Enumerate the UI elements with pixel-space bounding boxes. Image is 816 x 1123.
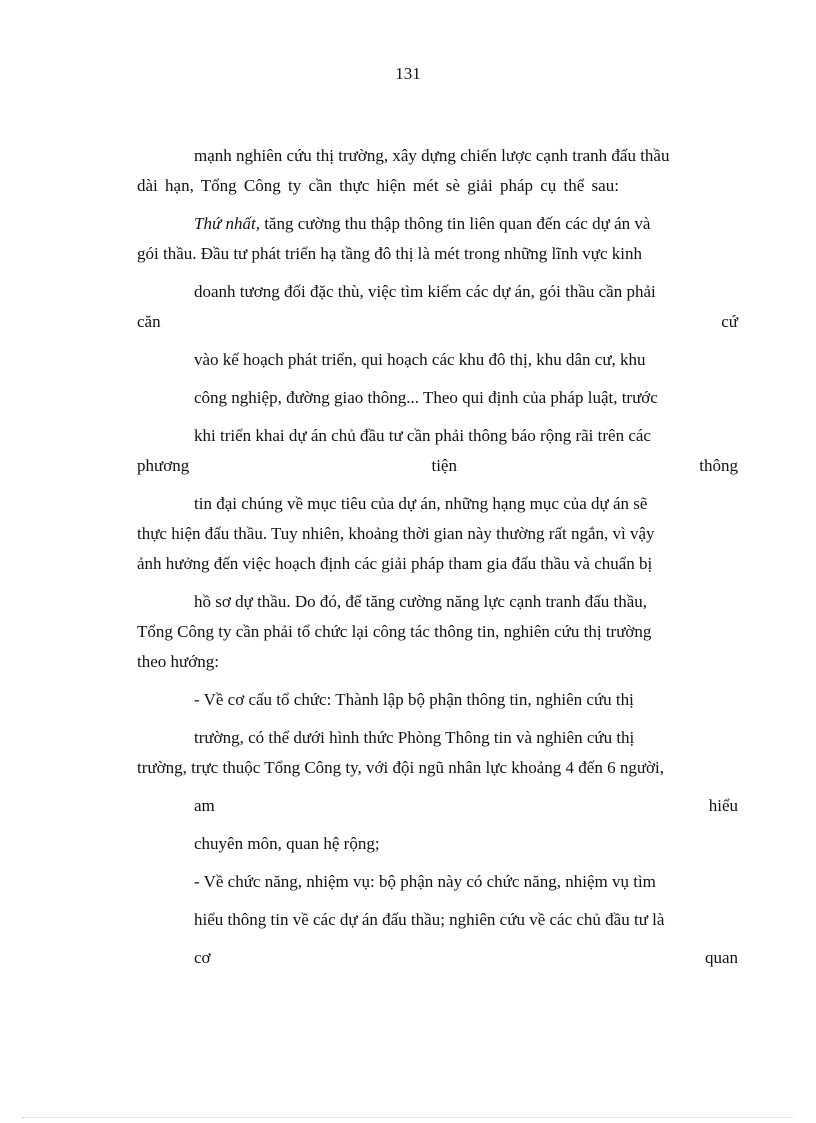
text-line-23-content: hiểu thông tin về các dự án đấu thầu; nghiên cứu về các chủ đầu tư là (194, 910, 665, 929)
text-line-2 (137, 176, 738, 196)
text-line-2-content: dài hạn, Tổng Công ty cần thực hiện mét sè giải pháp cụ thể sau: (137, 176, 619, 195)
text-line-10-word-a: phương (137, 456, 190, 475)
text-line-16 (137, 652, 219, 672)
text-line-10-word-b: tiện (431, 456, 457, 475)
text-line-7-content: vào kế hoạch phát triển, qui hoạch các khu đô thị, khu dân cư, khu (194, 350, 646, 369)
text-line-3-content: tăng cường thu thập thông tin liên quan đến các dự án và (259, 214, 651, 233)
text-line-7 (194, 350, 646, 370)
text-line-14 (194, 592, 647, 612)
text-line-24-word-a: cơ (194, 948, 211, 967)
text-line-1 (194, 146, 738, 166)
text-line-24 (194, 948, 738, 968)
text-line-23 (194, 910, 664, 930)
text-line-21-content: chuyên môn, quan hệ rộng; (194, 834, 380, 853)
text-line-18-content: trường, có thể dưới hình thức Phòng Thông tin và nghiên cứu thị (194, 728, 635, 747)
text-line-6-word-a: căn (137, 312, 161, 331)
text-line-3-italic: Thứ nhất, (194, 214, 260, 233)
page-number: 131 (395, 64, 421, 83)
text-line-11 (194, 494, 647, 514)
text-line-10 (137, 456, 738, 476)
text-line-20 (194, 796, 738, 816)
text-line-15-content: Tổng Công ty cần phải tổ chức lại công tác thông tin, nghiên cứu thị trường (137, 622, 652, 641)
text-line-17-content: - Về cơ cấu tổ chức: Thành lập bộ phận thông tin, nghiên cứu thị (194, 690, 634, 709)
text-line-6-word-b: cứ (721, 312, 738, 331)
text-line-20-word-a: am (194, 796, 215, 815)
text-line-4-content: gói thầu. Đầu tư phát triển hạ tầng đô thị là mét trong những lĩnh vực kinh (137, 244, 642, 263)
text-line-19 (137, 758, 664, 778)
text-line-12 (137, 524, 655, 544)
text-line-22 (194, 872, 656, 892)
page-bottom-rule (22, 1117, 794, 1118)
text-line-8 (194, 388, 658, 408)
text-line-12-content: thực hiện đấu thầu. Tuy nhiên, khoảng thời gian này thường rất ngắn, vì vậy (137, 524, 655, 543)
text-line-19-content: trường, trực thuộc Tổng Công ty, với đội ngũ nhân lực khoảng 4 đến 6 người, (137, 758, 665, 777)
text-line-21 (194, 834, 380, 854)
text-line-15 (137, 622, 651, 642)
text-line-24-word-b: quan (704, 948, 738, 967)
text-line-3 (194, 214, 650, 234)
text-line-4 (137, 244, 642, 264)
text-line-6 (137, 312, 738, 332)
text-line-9-content: khi triển khai dự án chủ đầu tư cần phải thông báo rộng rãi trên các (194, 426, 651, 445)
text-line-9 (194, 426, 651, 446)
text-line-8-content: công nghiệp, đường giao thông... Theo qui định của pháp luật, trước (194, 388, 658, 407)
text-line-20-word-b: hiểu (708, 796, 738, 815)
text-line-13-content: ảnh hưởng đến việc hoạch định các giải pháp tham gia đấu thầu và chuẩn bị (137, 554, 653, 573)
text-line-5-content: doanh tương đối đặc thù, việc tìm kiếm các dự án, gói thầu cần phải (194, 282, 656, 301)
text-line-5 (194, 282, 656, 302)
text-line-11-content: tin đại chúng về mục tiêu của dự án, những hạng mục của dự án sẽ (194, 494, 648, 513)
text-line-17 (194, 690, 634, 710)
text-line-1-content: mạnh nghiên cứu thị trường, xây dựng chiến lược cạnh tranh đấu thầu (194, 146, 670, 165)
text-line-22-content: - Về chức năng, nhiệm vụ: bộ phận này có chức năng, nhiệm vụ tìm (194, 872, 656, 891)
text-line-18 (194, 728, 634, 748)
text-line-14-content: hồ sơ dự thầu. Do đó, để tăng cường năng lực cạnh tranh đấu thầu, (194, 592, 648, 611)
text-line-16-content: theo hướng: (137, 652, 219, 671)
text-line-13 (137, 554, 652, 574)
text-line-10-word-c: thông (699, 456, 738, 475)
